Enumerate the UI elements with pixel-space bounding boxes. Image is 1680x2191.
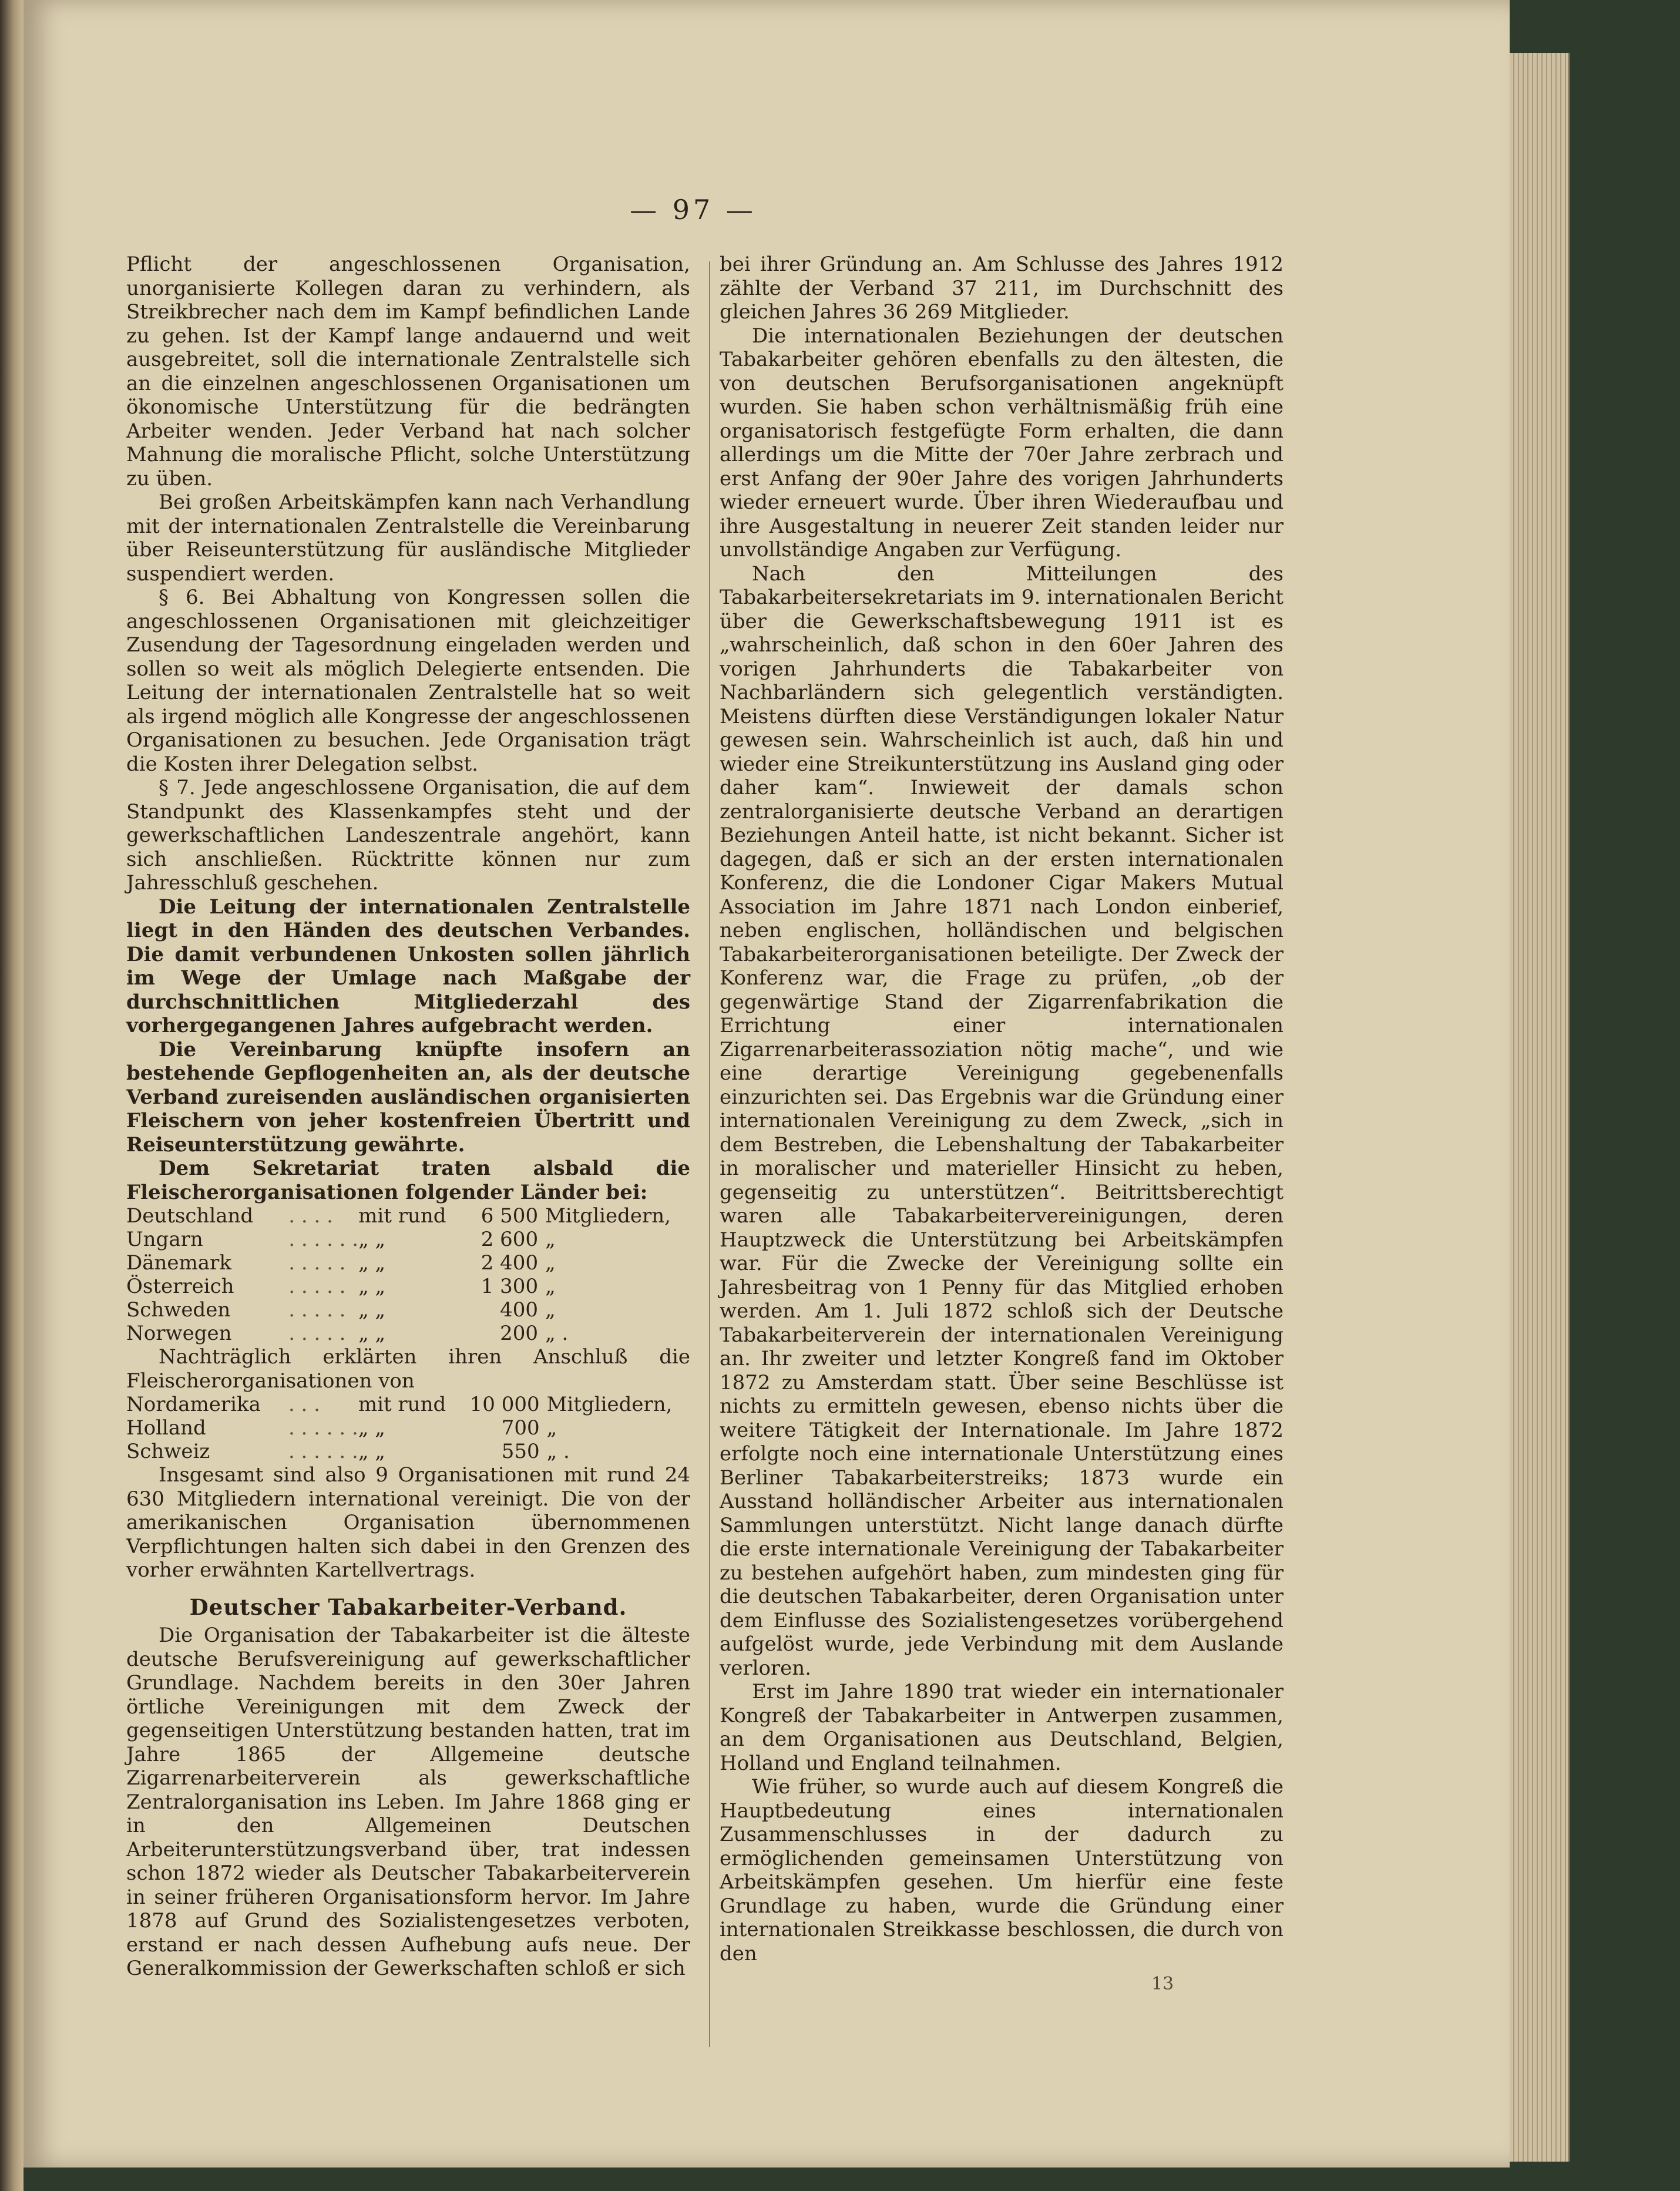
book-spine-left bbox=[0, 0, 23, 2191]
column-divider bbox=[709, 261, 710, 2047]
table-row: Schweden . . . . . „ „ 400 „ bbox=[126, 1298, 556, 1322]
signature-mark: 13 bbox=[1151, 1974, 1174, 1994]
table-row: Österreich . . . . . „ „ 1 300 „ bbox=[126, 1275, 556, 1298]
paragraph: Die Vereinbarung knüpfte insofern an bestehende Gepflogenheiten an, als der deutsche Verband zureisenden ausländischen organisierten Fleischern von jeher kostenfreien Übertritt und Reiseunterstützung gewährte. bbox=[126, 1037, 690, 1157]
paragraph: Erst im Jahre 1890 trat wieder ein internationaler Kongreß der Tabakarbeiter in Antwerpen zusammen, an dem Organisationen aus Deutschland, Belgien, Holland und England teilnahmen. bbox=[720, 1680, 1283, 1775]
paragraph: Bei großen Arbeitskämpfen kann nach Verhandlung mit der internationalen Zentralstelle die Vereinbarung über Reiseunterstützung für ausländische Mitglieder suspendiert werden. bbox=[126, 490, 690, 586]
table-row: Holland . . . . . . „ „ 700 „ bbox=[126, 1416, 557, 1440]
table-row: Norwegen . . . . . „ „ 200 „ . bbox=[126, 1322, 569, 1345]
members-table-2 bbox=[126, 1393, 690, 1463]
paragraph: § 6. Bei Abhaltung von Kongressen sollen die angeschlossenen Organisationen mit gleichzeitiger Zusendung der Tagesordnung eingeladen werden und sollen so weit als möglich Delegierte entsenden. Die Leitung der internationalen Zentralstelle hat so weit als irgend möglich alle Kongresse der angeschlossenen Organisationen zu besuchen. Jede Organisation trägt die Kosten ihrer Delegation selbst. bbox=[126, 586, 690, 776]
page-number: — 97 — bbox=[630, 194, 757, 226]
table-row: Nordamerika . . . mit rund 10 000 Mitgliedern, bbox=[126, 1393, 673, 1416]
table-row: Schweiz . . . . . . „ „ 550 „ . bbox=[126, 1440, 570, 1463]
paragraph: Nach den Mitteilungen des Tabakarbeitersekretariats im 9. internationalen Bericht über die Gewerkschaftsbewegung 1911 ist es „wahrscheinlich, daß schon in den 60er Jahren des vorigen Jahrhunderts die Tabakarbeiter von Nachbarländern sich gelegentlich verständigten. Meistens dürften diese Verständigungen lokaler Natur gewesen sein. Wahrscheinlich ist auch, daß hin und wieder eine Streikunterstützung ins Ausland ging oder daher kam“. Inwieweit der damals schon zentralorganisierte deutsche Verband an derartigen Beziehungen Anteil hatte, ist nicht bekannt. Sicher ist dagegen, daß er sich an der ersten internationalen Konferenz, die die Londoner Cigar Makers Mutual Association im Jahre 1871 nach London einberief, neben englischen, holländischen und belgischen Tabakarbeiterorganisationen beteiligte. Der Zweck der Konferenz war, die Frage zu prüfen, „ob der gegenwärtige Stand der Zigarrenfabrikation die Errichtung einer internationalen Zigarrenarbeiterassoziation nötig mache“, und wie eine derartige Vereinigung gegebenenfalls einzurichten sei. Das Ergebnis war die Gründung einer internationalen Vereinigung zu dem Zweck, „sich in dem Bestreben, die Lebenshaltung der Tabakarbeiter in moralischer und materieller Hinsicht zu heben, gegenseitig zu unterstützen“. Beitrittsberechtigt waren alle Tabakarbeitervereinigungen, deren Hauptzweck die Unterstützung bei Arbeitskämpfen war. Für die Zwecke der Vereinigung sollte ein Jahresbeitrag von 1 Penny für das Mitglied erhoben werden. Am 1. Juli 1872 schloß sich der Deutsche Tabakarbeiterverein der internationalen Vereinigung an. Ihr zweiter und letzter Kongreß fand im Oktober 1872 zu Amsterdam statt. Über seine Beschlüsse ist nichts zu ermitteln gewesen, ebenso nichts über die weitere Tätigkeit der Internationale. Im Jahre 1872 erfolgte noch eine internationale Unterstützung eines Berliner Tabakarbeiterstreiks; 1873 wurde ein Ausstand holländischer Arbeiter aus internationalen Sammlungen unterstützt. Nicht lange danach dürfte die erste internationale Vereinigung der Tabakarbeiter zu bestehen aufgehört haben, zum mindesten ging für die deutschen Tabakarbeiter, deren Organisation unter dem Einflusse des Sozialistengesetzes vorübergehend aufgelöst wurde, jede Verbindung mit dem Auslande verloren. bbox=[720, 562, 1283, 1680]
members-table-1 bbox=[126, 1204, 690, 1345]
paragraph: Nachträglich erklärten ihren Anschluß die Fleischerorganisationen von bbox=[126, 1345, 690, 1393]
paragraph: Wie früher, so wurde auch auf diesem Kongreß die Hauptbedeutung eines internationalen Zusammenschlusses in der dadurch zu ermöglichenden gemeinsamen Unterstützung von Arbeitskämpfen gesehen. Um hierfür eine feste Grundlage zu haben, wurde die Gründung einer internationalen Streikkasse beschlossen, die durch von den bbox=[720, 1775, 1283, 1965]
page-edges bbox=[1510, 53, 1570, 2162]
paragraph: Die Organisation der Tabakarbeiter ist die älteste deutsche Berufsvereinigung auf gewerkschaftlicher Grundlage. Nachdem bereits in den 30er Jahren örtliche Vereinigungen mit dem Zweck der gegenseitigen Unterstützung bestanden hatten, trat im Jahre 1865 der Allgemeine deutsche Zigarrenarbeiterverein als gewerkschaftliche Zentralorganisation ins Leben. Im Jahre 1868 ging er in den Allgemeinen Deutschen Arbeiterunterstützungsverband über, trat indessen schon 1872 wieder als Deutscher Tabakarbeiterverein in seiner früheren Organisationsform hervor. Im Jahre 1878 auf Grund des Sozialistengesetzes verboten, erstand er nach dessen Aufhebung aufs neue. Der Generalkommission der Gewerkschaften schloß er sich bbox=[126, 1624, 690, 1980]
table-row: Dänemark . . . . . „ „ 2 400 „ bbox=[126, 1251, 556, 1275]
table-row: Deutschland . . . . mit rund 6 500 Mitgliedern, bbox=[126, 1204, 671, 1228]
paragraph: Pflicht der angeschlossenen Organisation, unorganisierte Kollegen daran zu verhindern, als Streikbrecher nach dem im Kampf befindlichen Lande zu gehen. Ist der Kampf lange andauernd und weit ausgebreitet, soll die internationale Zentralstelle sich an die einzelnen angeschlossenen Organisationen um ökonomische Unterstützung für die bedrängten Arbeiter wenden. Jeder Verband hat nach solcher Mahnung die moralische Pflicht, solche Unterstützung zu üben. bbox=[126, 253, 690, 490]
left-column bbox=[126, 253, 690, 1981]
right-column bbox=[720, 253, 1283, 1965]
paragraph: Die Leitung der internationalen Zentralstelle liegt in den Händen des deutschen Verbandes. Die damit verbundenen Unkosten sollen jährlich im Wege der Umlage nach Maßgabe der durchschnittlichen Mitgliederzahl des vorhergegangenen Jahres aufgebracht werden. bbox=[126, 895, 690, 1037]
paragraph: Die internationalen Beziehungen der deutschen Tabakarbeiter gehören ebenfalls zu den ältesten, die von deutschen Berufsorganisationen angeknüpft wurden. Sie haben schon verhältnismäßig früh eine organisatorisch festgefügte Form erhalten, die dann allerdings um die Mitte der 70er Jahre zerbrach und erst Anfang der 90er Jahre des vorigen Jahrhunderts wieder erneuert wurde. Über ihren Wiederaufbau und ihre Ausgestaltung in neuerer Zeit standen leider nur unvollständige Angaben zur Verfügung. bbox=[720, 324, 1283, 562]
paragraph: Insgesamt sind also 9 Organisationen mit rund 24 630 Mitgliedern international vereinigt. Die von der amerikanischen Organisation übernommenen Verpflichtungen halten sich dabei in den Grenzen des vorher erwähnten Kartellvertrags. bbox=[126, 1463, 690, 1582]
paragraph: bei ihrer Gründung an. Am Schlusse des Jahres 1912 zählte der Verband 37 211, im Durchschnitt des gleichen Jahres 36 269 Mitglieder. bbox=[720, 253, 1283, 324]
paragraph: Dem Sekretariat traten alsbald die Fleischerorganisationen folgender Länder bei: bbox=[126, 1157, 690, 1204]
paragraph: § 7. Jede angeschlossene Organisation, die auf dem Standpunkt des Klassenkampfes steht und der gewerkschaftlichen Landeszentrale angehört, kann sich anschließen. Rücktritte können nur zum Jahresschluß geschehen. bbox=[126, 776, 690, 895]
section-heading: Deutscher Tabakarbeiter-Verband. bbox=[189, 1594, 627, 1620]
table-row: Ungarn . . . . . . „ „ 2 600 „ bbox=[126, 1228, 556, 1251]
